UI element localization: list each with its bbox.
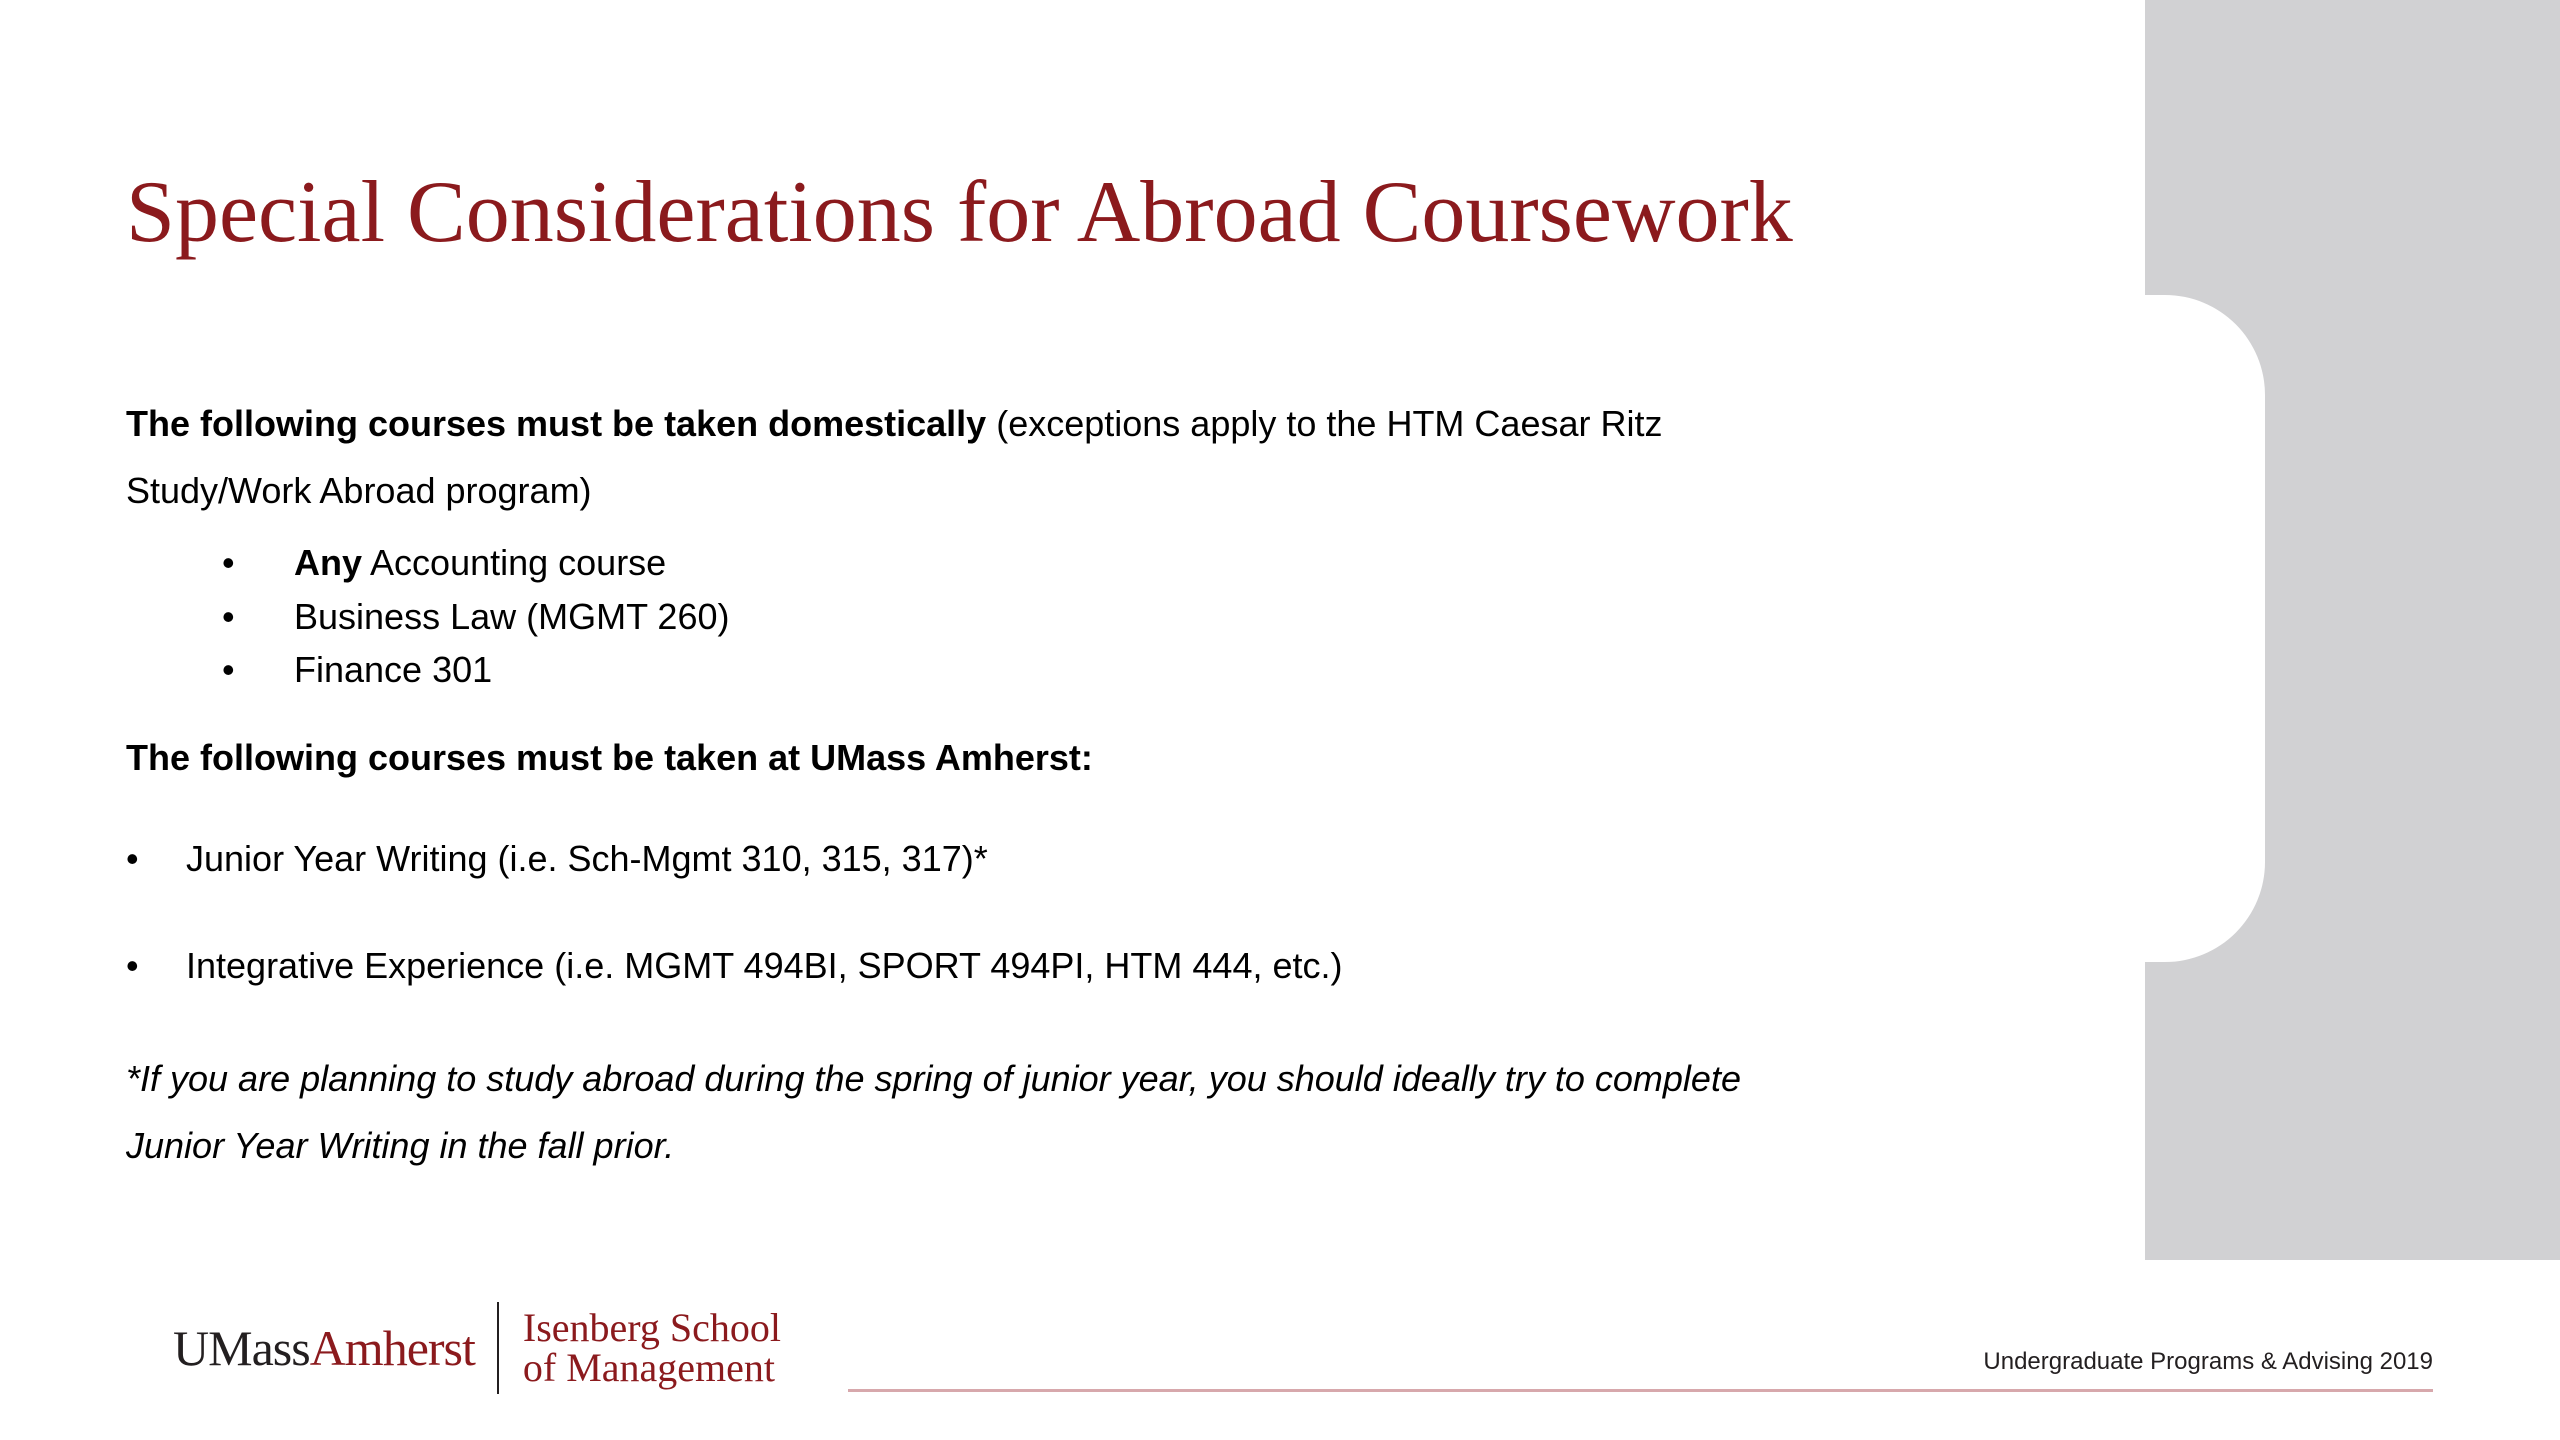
- intro-bold-text: The following courses must be taken domestically: [126, 403, 987, 444]
- list-item: [126, 832, 1342, 886]
- domestic-course-list: [126, 536, 729, 697]
- bullet-icon: •: [222, 542, 235, 583]
- bullet-icon: •: [222, 649, 235, 690]
- logo-school-line1: Isenberg School: [522, 1304, 781, 1350]
- logo-divider: [497, 1302, 499, 1394]
- slide-title: Special Considerations for Abroad Coursework: [126, 164, 1793, 261]
- bullet-icon: •: [222, 595, 235, 637]
- footer-label: Undergraduate Programs & Advising 2019: [1983, 1348, 2433, 1375]
- isenberg-wordmark: [522, 1304, 781, 1390]
- list-item: [126, 536, 729, 590]
- list-item-text: Finance 301: [294, 649, 493, 690]
- list-item-text: Integrative Experience (i.e. MGMT 494BI, SPORT 494PI, HTM 444, etc.): [186, 945, 1343, 986]
- list-item: [126, 590, 729, 644]
- list-item: [126, 643, 729, 697]
- logo-umass-text: UMass: [173, 1319, 310, 1376]
- footer-divider-line: [848, 1389, 2433, 1392]
- umass-isenberg-logo: [173, 1300, 781, 1395]
- bullet-icon: •: [126, 838, 139, 879]
- logo-amherst-text: Amherst: [309, 1319, 475, 1376]
- list-item-text: Junior Year Writing (i.e. Sch-Mgmt 310, 315, 317)*: [186, 838, 988, 879]
- decorative-side-panel: [2145, 0, 2560, 1260]
- umass-heading: The following courses must be taken at UMass Amherst:: [126, 737, 1093, 778]
- intro-rest-text: (exceptions apply to the HTM Caesar Ritz Study/Work Abroad program): [126, 403, 1663, 511]
- footnote: *If you are planning to study abroad during the spring of junior year, you should ideally try to complete Junior Year Writing in the fall prior.: [126, 1058, 1741, 1166]
- bullet-icon: •: [126, 945, 139, 986]
- logo-school-line2: of Management: [522, 1344, 776, 1390]
- list-item-text: Accounting course: [362, 542, 667, 583]
- umass-amherst-wordmark: [173, 1319, 475, 1377]
- list-item-text: Business Law (MGMT 260): [294, 595, 730, 637]
- list-item: [126, 939, 1342, 993]
- umass-course-list: [126, 832, 1342, 1046]
- intro-paragraph: [126, 390, 1826, 524]
- list-item-bold: Any: [294, 542, 363, 583]
